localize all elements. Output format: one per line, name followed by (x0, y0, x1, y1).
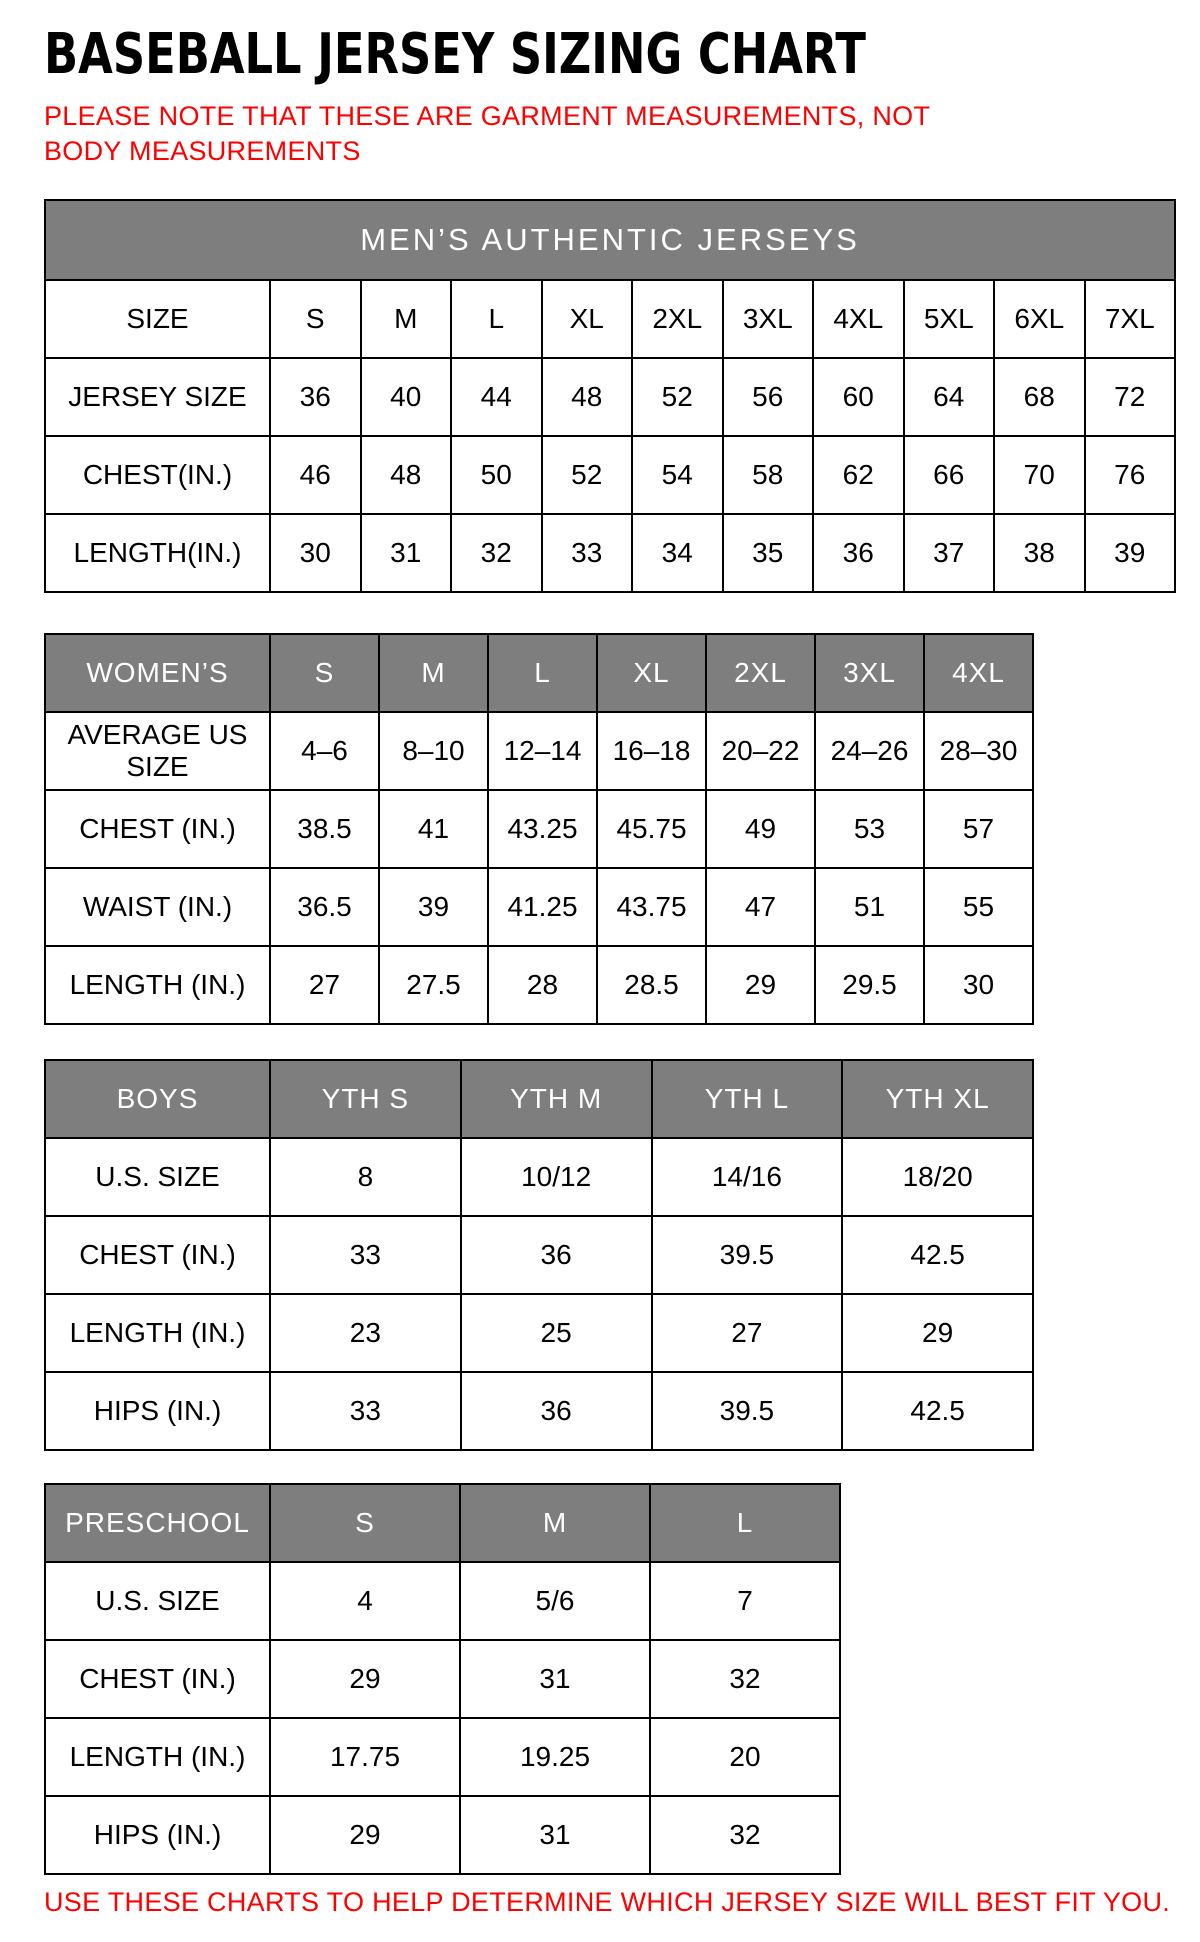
boys-row (45, 1216, 1033, 1294)
mens-value-cell: 52 (632, 358, 723, 436)
womens-sizing-table (44, 633, 1034, 1025)
womens-row-label: AVERAGE US SIZE (45, 712, 270, 790)
mens-row-label: SIZE (45, 280, 270, 358)
womens-row-label: LENGTH (IN.) (45, 946, 270, 1024)
mens-value-cell: 68 (994, 358, 1085, 436)
boys-value-cell: 23 (270, 1294, 461, 1372)
womens-value-cell: 28–30 (924, 712, 1033, 790)
womens-value-cell: 24–26 (815, 712, 924, 790)
preschool-row (45, 1640, 840, 1718)
womens-value-cell: 38.5 (270, 790, 379, 868)
boys-row-label: HIPS (IN.) (45, 1372, 270, 1450)
mens-title-row (45, 200, 1175, 280)
womens-value-cell: 4–6 (270, 712, 379, 790)
womens-value-cell: 55 (924, 868, 1033, 946)
mens-value-cell: 40 (361, 358, 452, 436)
womens-value-cell: 47 (706, 868, 815, 946)
boys-value-cell: 8 (270, 1138, 461, 1216)
mens-row (45, 436, 1175, 514)
garment-measurements-note: PLEASE NOTE THAT THESE ARE GARMENT MEASUREMENTS, NOT BODY MEASUREMENTS (44, 100, 930, 166)
preschool-row (45, 1562, 840, 1640)
womens-value-cell: 36.5 (270, 868, 379, 946)
womens-value-cell: 51 (815, 868, 924, 946)
preschool-header-cell: M (460, 1484, 650, 1562)
boys-value-cell: 10/12 (461, 1138, 652, 1216)
preschool-value-cell: 31 (460, 1640, 650, 1718)
mens-value-cell: 66 (904, 436, 995, 514)
preschool-row-label: U.S. SIZE (45, 1562, 270, 1640)
mens-value-cell: XL (542, 280, 633, 358)
mens-row (45, 514, 1175, 592)
mens-value-cell: 7XL (1085, 280, 1176, 358)
mens-value-cell: 38 (994, 514, 1085, 592)
womens-value-cell: 39 (379, 868, 488, 946)
boys-value-cell: 29 (842, 1294, 1033, 1372)
womens-value-cell: 41 (379, 790, 488, 868)
boys-header-cell: YTH XL (842, 1060, 1033, 1138)
boys-header-cell: YTH L (652, 1060, 843, 1138)
mens-value-cell: 58 (723, 436, 814, 514)
boys-value-cell: 14/16 (652, 1138, 843, 1216)
womens-header-label: WOMEN’S (45, 634, 270, 712)
womens-header-row (45, 634, 1033, 712)
preschool-value-cell: 4 (270, 1562, 460, 1640)
mens-value-cell: 37 (904, 514, 995, 592)
preschool-value-cell: 7 (650, 1562, 840, 1640)
mens-value-cell: S (270, 280, 361, 358)
womens-row-label: CHEST (IN.) (45, 790, 270, 868)
preschool-row (45, 1718, 840, 1796)
boys-header-cell: YTH M (461, 1060, 652, 1138)
preschool-header-cell: S (270, 1484, 460, 1562)
preschool-value-cell: 19.25 (460, 1718, 650, 1796)
mens-value-cell: 52 (542, 436, 633, 514)
mens-value-cell: 32 (451, 514, 542, 592)
mens-value-cell: 33 (542, 514, 633, 592)
preschool-row-label: CHEST (IN.) (45, 1640, 270, 1718)
mens-value-cell: 36 (813, 514, 904, 592)
womens-row (45, 868, 1033, 946)
boys-row (45, 1372, 1033, 1450)
boys-row-label: LENGTH (IN.) (45, 1294, 270, 1372)
preschool-header-cell: L (650, 1484, 840, 1562)
mens-value-cell: 56 (723, 358, 814, 436)
womens-value-cell: 27.5 (379, 946, 488, 1024)
womens-value-cell: 43.75 (597, 868, 706, 946)
boys-value-cell: 18/20 (842, 1138, 1033, 1216)
womens-header-cell: XL (597, 634, 706, 712)
womens-value-cell: 27 (270, 946, 379, 1024)
boys-value-cell: 33 (270, 1372, 461, 1450)
mens-row (45, 358, 1175, 436)
mens-value-cell: 36 (270, 358, 361, 436)
womens-header-cell: 3XL (815, 634, 924, 712)
mens-row (45, 280, 1175, 358)
boys-row-label: CHEST (IN.) (45, 1216, 270, 1294)
mens-value-cell: 76 (1085, 436, 1176, 514)
mens-sizing-table (44, 199, 1176, 593)
womens-value-cell: 28.5 (597, 946, 706, 1024)
womens-header-cell: L (488, 634, 597, 712)
preschool-value-cell: 5/6 (460, 1562, 650, 1640)
womens-header-cell: 4XL (924, 634, 1033, 712)
preschool-row (45, 1796, 840, 1874)
boys-value-cell: 33 (270, 1216, 461, 1294)
mens-row-label: JERSEY SIZE (45, 358, 270, 436)
mens-row-label: LENGTH(IN.) (45, 514, 270, 592)
womens-value-cell: 53 (815, 790, 924, 868)
womens-value-cell: 12–14 (488, 712, 597, 790)
preschool-value-cell: 29 (270, 1640, 460, 1718)
womens-row-label: WAIST (IN.) (45, 868, 270, 946)
womens-value-cell: 57 (924, 790, 1033, 868)
mens-value-cell: 62 (813, 436, 904, 514)
mens-value-cell: 3XL (723, 280, 814, 358)
mens-value-cell: 2XL (632, 280, 723, 358)
mens-value-cell: 5XL (904, 280, 995, 358)
womens-value-cell: 8–10 (379, 712, 488, 790)
mens-row-label: CHEST(IN.) (45, 436, 270, 514)
boys-value-cell: 39.5 (652, 1216, 843, 1294)
boys-value-cell: 25 (461, 1294, 652, 1372)
boys-row (45, 1138, 1033, 1216)
mens-value-cell: 30 (270, 514, 361, 592)
fit-advice-footer: USE THESE CHARTS TO HELP DETERMINE WHICH JERSEY SIZE WILL BEST FIT YOU. (44, 1886, 1171, 1917)
boys-row-label: U.S. SIZE (45, 1138, 270, 1216)
preschool-value-cell: 32 (650, 1640, 840, 1718)
womens-header-cell: 2XL (706, 634, 815, 712)
boys-value-cell: 36 (461, 1216, 652, 1294)
mens-value-cell: 48 (361, 436, 452, 514)
mens-value-cell: M (361, 280, 452, 358)
womens-value-cell: 49 (706, 790, 815, 868)
preschool-value-cell: 29 (270, 1796, 460, 1874)
mens-value-cell: 6XL (994, 280, 1085, 358)
womens-row (45, 946, 1033, 1024)
womens-value-cell: 16–18 (597, 712, 706, 790)
womens-value-cell: 30 (924, 946, 1033, 1024)
boys-row (45, 1294, 1033, 1372)
boys-sizing-table (44, 1059, 1034, 1451)
mens-value-cell: 48 (542, 358, 633, 436)
preschool-value-cell: 32 (650, 1796, 840, 1874)
preschool-value-cell: 20 (650, 1718, 840, 1796)
mens-value-cell: 46 (270, 436, 361, 514)
womens-value-cell: 28 (488, 946, 597, 1024)
mens-value-cell: 34 (632, 514, 723, 592)
preschool-header-label: PRESCHOOL (45, 1484, 270, 1562)
preschool-value-cell: 31 (460, 1796, 650, 1874)
womens-value-cell: 41.25 (488, 868, 597, 946)
boys-header-row (45, 1060, 1033, 1138)
boys-value-cell: 42.5 (842, 1372, 1033, 1450)
mens-table-title: MEN’S AUTHENTIC JERSEYS (45, 200, 1175, 280)
mens-value-cell: L (451, 280, 542, 358)
mens-value-cell: 39 (1085, 514, 1176, 592)
boys-value-cell: 39.5 (652, 1372, 843, 1450)
boys-header-cell: YTH S (270, 1060, 461, 1138)
preschool-row-label: LENGTH (IN.) (45, 1718, 270, 1796)
page-title: BASEBALL JERSEY SIZING CHART (44, 22, 866, 87)
womens-value-cell: 45.75 (597, 790, 706, 868)
mens-value-cell: 60 (813, 358, 904, 436)
womens-value-cell: 29.5 (815, 946, 924, 1024)
womens-row (45, 712, 1033, 790)
womens-header-cell: M (379, 634, 488, 712)
preschool-header-row (45, 1484, 840, 1562)
womens-value-cell: 43.25 (488, 790, 597, 868)
mens-value-cell: 54 (632, 436, 723, 514)
preschool-value-cell: 17.75 (270, 1718, 460, 1796)
mens-value-cell: 4XL (813, 280, 904, 358)
boys-value-cell: 27 (652, 1294, 843, 1372)
preschool-sizing-table (44, 1483, 841, 1875)
boys-value-cell: 42.5 (842, 1216, 1033, 1294)
womens-value-cell: 29 (706, 946, 815, 1024)
womens-value-cell: 20–22 (706, 712, 815, 790)
mens-value-cell: 31 (361, 514, 452, 592)
womens-header-cell: S (270, 634, 379, 712)
mens-value-cell: 35 (723, 514, 814, 592)
boys-value-cell: 36 (461, 1372, 652, 1450)
mens-value-cell: 72 (1085, 358, 1176, 436)
mens-value-cell: 70 (994, 436, 1085, 514)
boys-header-label: BOYS (45, 1060, 270, 1138)
mens-value-cell: 50 (451, 436, 542, 514)
mens-value-cell: 44 (451, 358, 542, 436)
mens-value-cell: 64 (904, 358, 995, 436)
womens-row (45, 790, 1033, 868)
preschool-row-label: HIPS (IN.) (45, 1796, 270, 1874)
